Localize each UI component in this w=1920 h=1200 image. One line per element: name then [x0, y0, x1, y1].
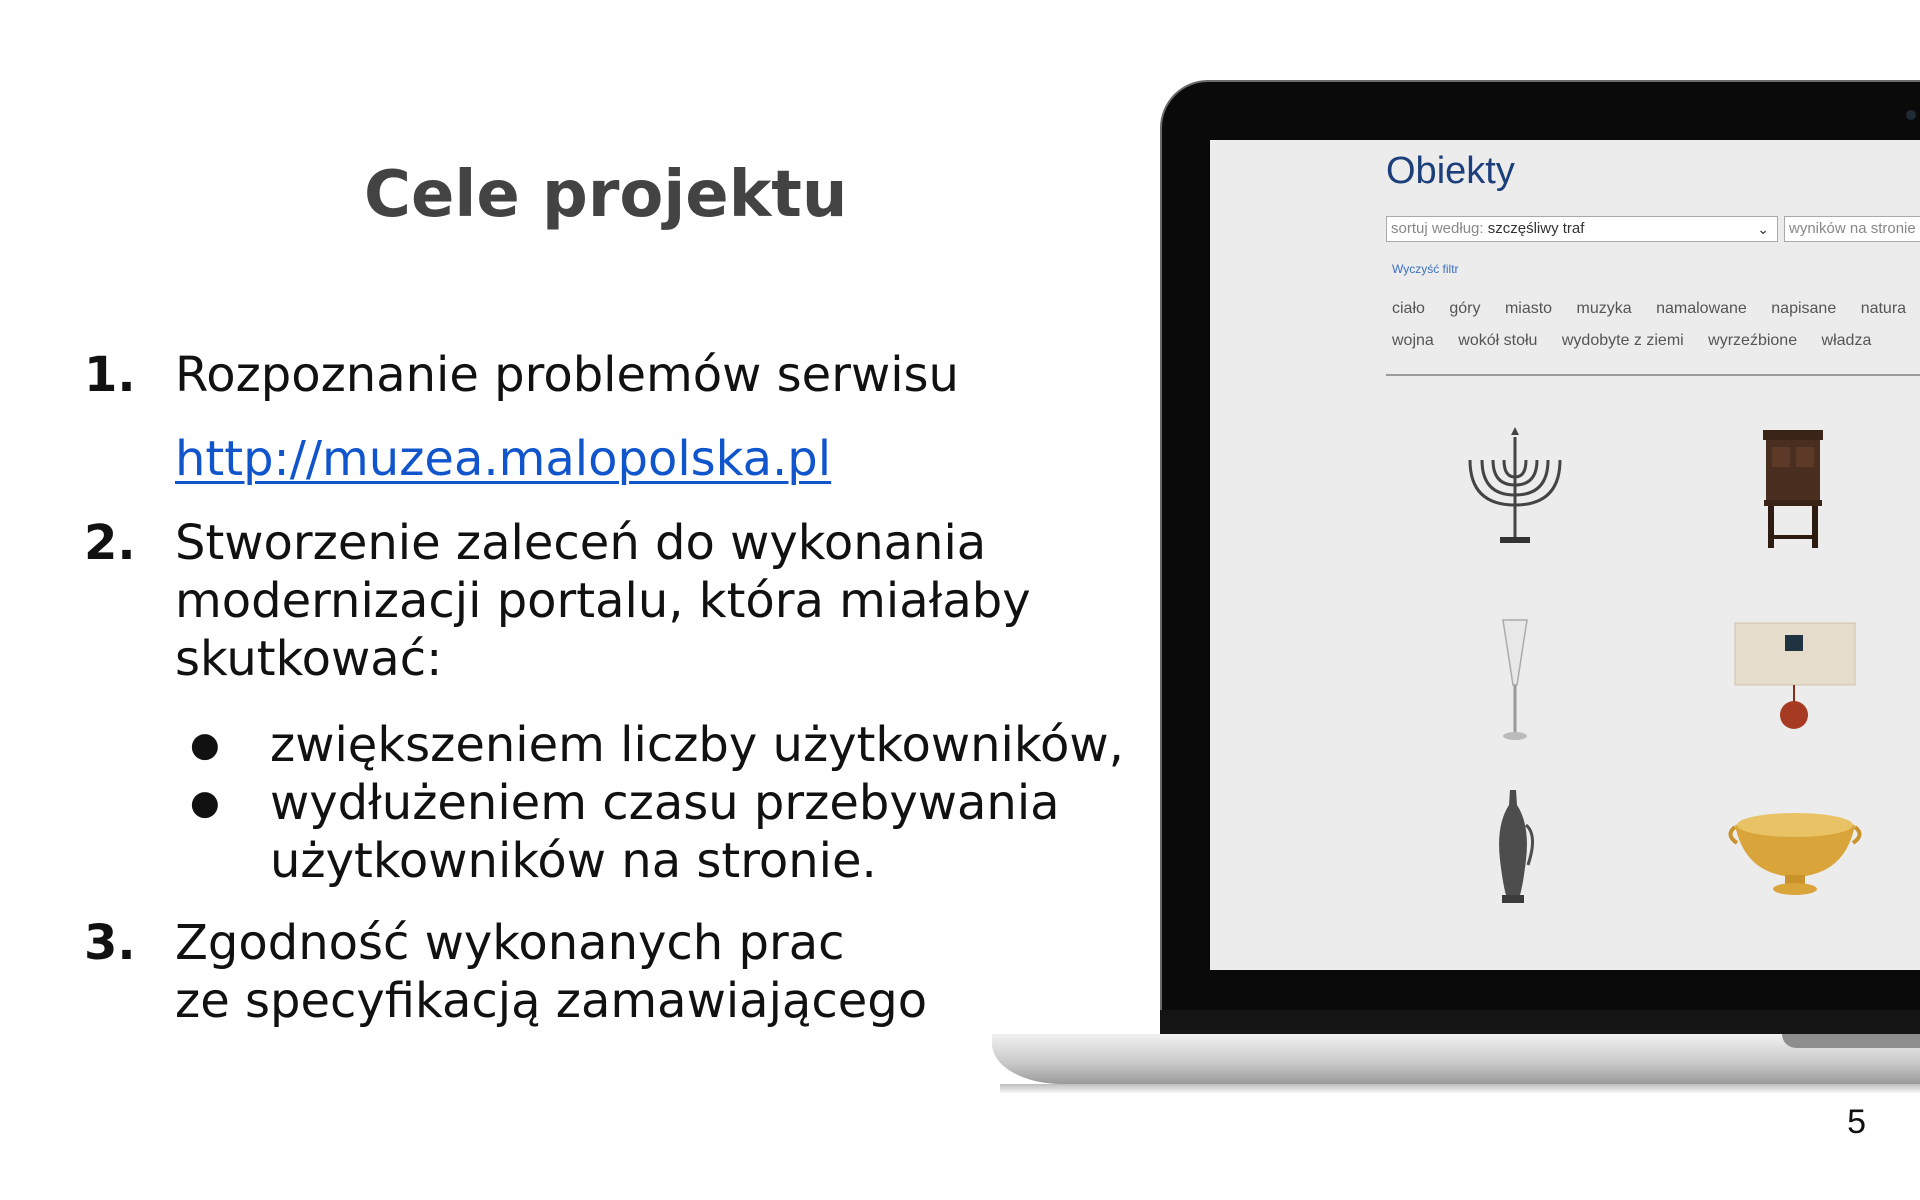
jug-thumbnail[interactable] [1490, 785, 1540, 915]
tag-link[interactable]: wokół stołu [1458, 332, 1538, 349]
laptop-screen [1210, 140, 1920, 970]
site-title: Obiekty [1386, 150, 1515, 192]
list-text: modernizacji portalu, która miałaby [175, 573, 1031, 629]
tag-link[interactable]: wyrzeźbione [1708, 332, 1798, 349]
bullet-dot: ● [190, 783, 220, 823]
bullet-dot: ● [190, 725, 220, 765]
list-number: 2. [84, 515, 136, 571]
list-number: 1. [84, 347, 136, 403]
chevron-down-icon: ⌄ [1757, 221, 1769, 237]
tag-link[interactable]: miasto [1504, 300, 1553, 317]
sort-select[interactable] [1386, 216, 1778, 242]
bullet-text: zwiększeniem liczby użytkowników, [270, 717, 1124, 773]
laptop-base [992, 1034, 1920, 1084]
bullet-text: wydłużeniem czasu przebywania [270, 775, 1060, 831]
cabinet-thumbnail[interactable] [1758, 425, 1828, 555]
laptop-shadow [1000, 1084, 1920, 1094]
sort-label: sortuj według: [1391, 220, 1484, 237]
list-text: ze specyfikacją zamawiającego [175, 973, 928, 1029]
document-with-seal-thumbnail[interactable] [1730, 615, 1860, 745]
slide-title: Cele projektu [364, 158, 848, 232]
page-number: 5 [1847, 1103, 1866, 1141]
tag-link[interactable]: wojna [1392, 332, 1434, 349]
tag-link[interactable]: ciało [1392, 300, 1425, 317]
tag-link[interactable]: natura [1860, 300, 1907, 317]
laptop-notch [1782, 1034, 1920, 1048]
tag-row-1 [1392, 300, 1920, 318]
tag-link[interactable]: napisane [1771, 300, 1837, 317]
tag-link[interactable]: góry [1449, 300, 1481, 317]
sort-value: szczęśliwy traf [1487, 220, 1585, 237]
list-number: 3. [84, 915, 136, 971]
list-text: Rozpoznanie problemów serwisu [175, 347, 959, 403]
separator [1386, 374, 1920, 376]
list-text: Stworzenie zaleceń do wykonania [175, 515, 987, 571]
tag-link[interactable]: wydobyte z ziemi [1561, 332, 1684, 349]
tag-link[interactable]: muzyka [1576, 300, 1632, 317]
bullet-text: użytkowników na stronie. [270, 833, 877, 889]
glass-thumbnail[interactable] [1495, 615, 1535, 745]
list-text: Zgodność wykonanych prac [175, 915, 845, 971]
laptop-hinge [1160, 1010, 1920, 1034]
clear-filter-link[interactable]: Wyczyść filtr [1392, 262, 1459, 276]
tag-link[interactable]: władza [1821, 332, 1872, 349]
bowl-thumbnail[interactable] [1725, 805, 1865, 905]
menorah-thumbnail[interactable] [1460, 425, 1570, 555]
tag-link[interactable]: namalowane [1656, 300, 1747, 317]
camera-icon [1906, 110, 1916, 120]
results-per-page-select[interactable]: wyników na stronie [1784, 216, 1920, 242]
portal-link[interactable]: http://muzea.malopolska.pl [175, 431, 832, 487]
list-text: skutkować: [175, 631, 443, 687]
tag-row-2 [1392, 332, 1891, 350]
